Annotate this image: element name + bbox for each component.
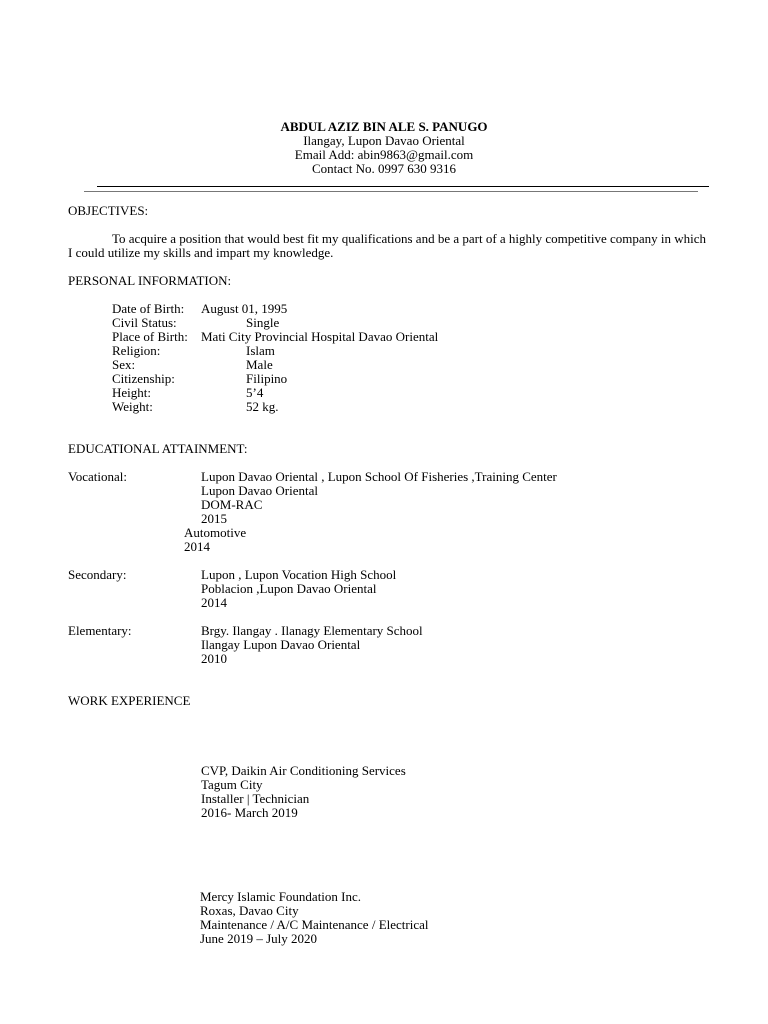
- label-place-of-birth: Place of Birth:: [112, 329, 188, 344]
- vocational-label: Vocational:: [68, 469, 127, 484]
- applicant-address: Ilangay, Lupon Davao Oriental: [303, 133, 465, 148]
- vocational-extra-course: Automotive: [184, 525, 247, 540]
- job-1-location: Tagum City: [201, 777, 263, 792]
- job-1-company: CVP, Daikin Air Conditioning Services: [201, 763, 406, 778]
- label-height: Height:: [112, 385, 151, 400]
- job-1-period: 2016- March 2019: [201, 805, 298, 820]
- secondary-school: Lupon , Lupon Vocation High School: [201, 567, 397, 582]
- label-civil-status: Civil Status:: [112, 315, 177, 330]
- elementary-school: Brgy. Ilangay . Ilanagy Elementary School: [201, 623, 423, 638]
- job-2-position: Maintenance / A/C Maintenance / Electrical: [200, 917, 429, 932]
- applicant-name: ABDUL AZIZ BIN ALE S. PANUGO: [280, 119, 488, 134]
- label-religion: Religion:: [112, 343, 161, 358]
- value-weight: 52 kg.: [246, 399, 279, 414]
- objectives-heading: OBJECTIVES:: [68, 203, 149, 218]
- education-heading: EDUCATIONAL ATTAINMENT:: [68, 441, 248, 456]
- secondary-location: Poblacion ,Lupon Davao Oriental: [201, 581, 377, 596]
- label-citizenship: Citizenship:: [112, 371, 175, 386]
- applicant-email: Email Add: abin9863@gmail.com: [294, 147, 474, 162]
- header-rule-bottom: [84, 191, 698, 192]
- vocational-school: Lupon Davao Oriental , Lupon School Of Fisheries ,Training Center: [201, 469, 557, 484]
- personal-info-heading: PERSONAL INFORMATION:: [68, 273, 232, 288]
- header-rule-top: [97, 186, 709, 187]
- value-date-of-birth: August 01, 1995: [201, 301, 288, 316]
- objectives-body: To acquire a position that would best fit my qualifications and be a part of a highly competitive company in which I could utilize my skills and impart my knowledge.: [68, 231, 707, 260]
- value-place-of-birth: Mati City Provincial Hospital Davao Oriental: [201, 329, 439, 344]
- secondary-year: 2014: [201, 595, 227, 610]
- value-sex: Male: [246, 357, 273, 372]
- secondary-label: Secondary:: [68, 567, 127, 582]
- elementary-label: Elementary:: [68, 623, 132, 638]
- vocational-course: DOM-RAC: [201, 497, 263, 512]
- job-2-location: Roxas, Davao City: [200, 903, 299, 918]
- elementary-location: Ilangay Lupon Davao Oriental: [201, 637, 361, 652]
- value-citizenship: Filipino: [246, 371, 288, 386]
- job-2-company: Mercy Islamic Foundation Inc.: [200, 889, 362, 904]
- value-civil-status: Single: [246, 315, 280, 330]
- work-heading: WORK EXPERIENCE: [68, 693, 191, 708]
- vocational-location: Lupon Davao Oriental: [201, 483, 318, 498]
- applicant-contact: Contact No. 0997 630 9316: [311, 161, 457, 176]
- label-weight: Weight:: [112, 399, 153, 414]
- vocational-year: 2015: [201, 511, 227, 526]
- label-sex: Sex:: [112, 357, 136, 372]
- elementary-year: 2010: [201, 651, 227, 666]
- value-religion: Islam: [246, 343, 275, 358]
- vocational-extra-year: 2014: [184, 539, 210, 554]
- objectives-text: [68, 232, 708, 260]
- job-2-period: June 2019 – July 2020: [200, 931, 317, 946]
- label-date-of-birth: Date of Birth:: [112, 301, 185, 316]
- value-height: 5’4: [246, 385, 264, 400]
- job-1-position: Installer | Technician: [201, 791, 310, 806]
